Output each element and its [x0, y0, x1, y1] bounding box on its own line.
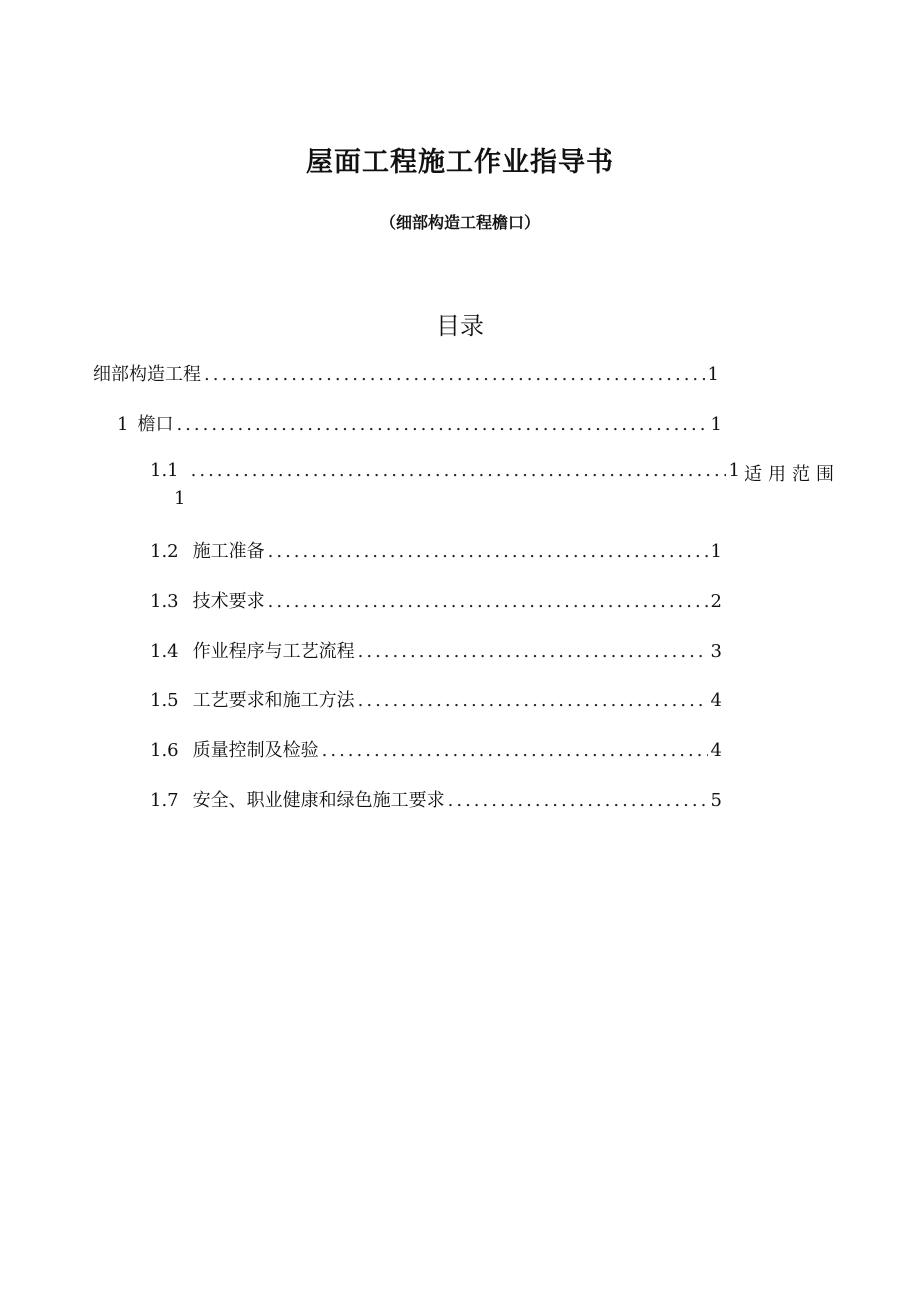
toc-entry-page: 4 [710, 690, 722, 711]
toc-entry-4[interactable] [150, 587, 722, 613]
toc-entry-number: 1.4 [150, 641, 179, 662]
toc-leader-dots [191, 460, 726, 481]
toc-entry-text: 安全、职业健康和绿色施工要求 [192, 790, 445, 811]
toc-entry-page: 4 [710, 740, 722, 761]
toc-entry-3[interactable] [150, 537, 722, 563]
toc-leader-dots [322, 740, 708, 761]
toc-leader-dots [204, 364, 705, 385]
toc-entry-text: 细部构造工程 [93, 364, 201, 385]
toc-heading: 目录 [436, 312, 484, 340]
document-subtitle: （细部构造工程檐口） [379, 213, 540, 232]
toc-entry-number: 1.1 [150, 460, 179, 481]
toc-entry-number: 1.3 [150, 591, 179, 612]
toc-leader-dots [268, 591, 708, 612]
toc-leader-dots [358, 641, 708, 662]
toc-entry-text: 作业程序与工艺流程 [192, 641, 355, 662]
toc-entry-2-overflow-text: 适用范围 [744, 464, 840, 485]
toc-entry-5[interactable] [150, 637, 722, 663]
toc-entry-8[interactable] [150, 786, 722, 812]
toc-entry-text: 技术要求 [192, 591, 265, 612]
toc-entry-0[interactable] [93, 360, 719, 386]
toc-entry-number: 1.6 [150, 740, 179, 761]
toc-entry-6[interactable] [150, 686, 722, 712]
toc-entry-page: 1 [710, 414, 722, 435]
toc-entry-text: 檐口 [137, 414, 174, 435]
document-title: 屋面工程施工作业指导书 [306, 147, 614, 178]
toc-entry-7[interactable] [150, 736, 722, 762]
toc-entry-text: 施工准备 [192, 541, 265, 562]
toc-entry-number: 1.5 [150, 690, 179, 711]
toc-entry-page: 3 [710, 641, 722, 662]
toc-entry-page: 5 [710, 790, 722, 811]
toc-entry-2-overflow-page: 1 [174, 488, 192, 509]
toc-leader-dots [358, 690, 708, 711]
toc-entry-text: 质量控制及检验 [192, 740, 319, 761]
toc-entry-number: 1.2 [150, 541, 179, 562]
toc-entry-text: 工艺要求和施工方法 [192, 690, 355, 711]
toc-entry-2[interactable] [150, 460, 740, 481]
toc-entry-number: 1 [117, 414, 129, 435]
toc-entry-page: 1 [728, 460, 740, 481]
toc-entry-number: 1.7 [150, 790, 179, 811]
toc-entry-page: 1 [710, 541, 722, 562]
toc-entry-1[interactable] [117, 410, 722, 436]
toc-leader-dots [448, 790, 708, 811]
toc-entry-page: 2 [710, 591, 722, 612]
toc-entry-page: 1 [707, 364, 719, 385]
toc-leader-dots [268, 541, 708, 562]
toc-leader-dots [176, 414, 707, 435]
